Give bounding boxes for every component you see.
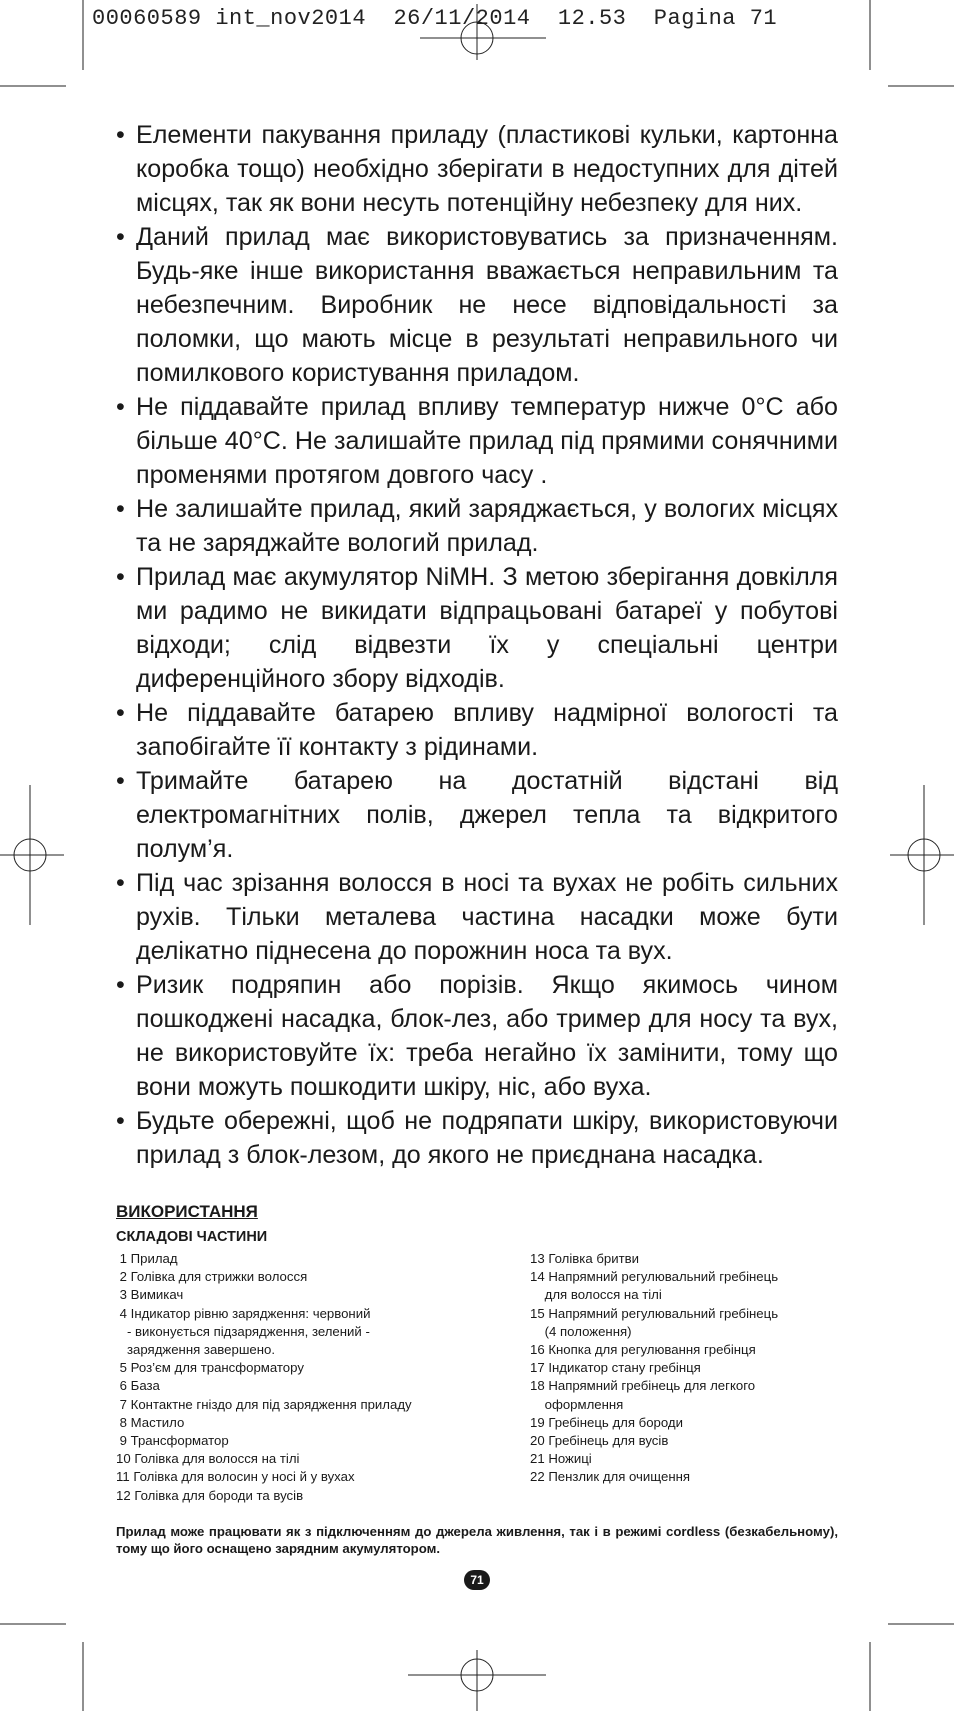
safety-item: • Даний прилад має використовуватись за призначенням. Будь-яке інше використання вважається неправильним та небезпечним. Виробник не несе відповідальності за поломки, що мають місце в результаті неправильного чи помилкового користування приладом.: [116, 220, 838, 390]
component-item: 22 Пензлик для очищення: [530, 1469, 691, 1485]
usage-section-title: ВИКОРИСТАННЯ: [116, 1202, 258, 1221]
component-item: 8 Мастило: [116, 1414, 185, 1430]
component-item: 18 Напрямний гребінець для легкого: [530, 1378, 756, 1394]
component-item: 6 База: [116, 1378, 160, 1394]
component-item: 21 Ножиці: [530, 1451, 592, 1467]
safety-item: • Тримайте батарею на достатній відстані від електромагнітних полів, джерел тепла та відкритого полум’я.: [116, 764, 838, 866]
component-item: 5 Роз’єм для трансформатору: [116, 1360, 304, 1376]
component-item: 19 Гребінець для бороди: [530, 1414, 683, 1430]
cordless-note: Прилад може працювати як з підключенням до джерела живлення, так і в режимі cordless (безкабельному), тому що його оснащено зарядним акумулятором.: [116, 1524, 838, 1556]
component-item: 17 Індикатор стану гребінця: [530, 1360, 701, 1376]
components-list-right: [530, 1250, 860, 1487]
component-item: 11 Голівка для волосин у носі й у вухах: [116, 1469, 355, 1485]
components-subtitle: СКЛАДОВІ ЧАСТИНИ: [116, 1229, 268, 1245]
component-item: 13 Голівка бритви: [530, 1251, 639, 1266]
component-item: 10 Голівка для волосся на тілі: [116, 1451, 300, 1467]
page-number-badge: 71: [464, 1570, 490, 1590]
safety-instructions-list: [116, 118, 838, 1172]
component-item: 4 Індикатор рівню зарядження: червоний: [116, 1305, 371, 1321]
safety-item: • Не піддавайте батарею впливу надмірної вологості та запобігайте її контакту з рідинами.: [116, 696, 838, 764]
safety-item: • Не залишайте прилад, який заряджається, у вологих місцях та не заряджайте вологий прилад.: [116, 492, 838, 560]
component-item: 3 Вимикач: [116, 1287, 184, 1303]
component-item: для волосся на тілі: [530, 1287, 662, 1303]
component-item: 20 Гребінець для вусів: [530, 1433, 669, 1449]
safety-item: • Ризик подряпин або порізів. Якщо якимось чином пошкоджені насадка, блок-лез, або тример для носу та вух, не використовуйте їх: треба негайно їх замінити, тому що вони можуть пошкодити шкіру, ніс, або вуха.: [116, 968, 838, 1104]
component-item: 15 Напрямний регулювальний гребінець: [530, 1305, 779, 1321]
safety-item: • Під час зрізання волосся в носі та вухах не робіть сильних рухів. Тільки металева частина насадки може бути делікатно піднесена до порожнин носа та вух.: [116, 866, 838, 968]
components-list-left: [116, 1250, 516, 1505]
print-slug-line: 00060589 int_nov2014 26/11/2014 12.53 Pagina 71: [92, 6, 778, 31]
component-item: (4 положення): [530, 1323, 632, 1339]
component-item: - виконується підзарядження, зелений -: [116, 1323, 370, 1339]
component-item: 16 Кнопка для регулювання гребінця: [530, 1342, 756, 1358]
component-item: 12 Голівка для бороди та вусів: [116, 1487, 304, 1503]
component-item: 14 Напрямний регулювальний гребінець: [530, 1269, 779, 1285]
safety-item: • Прилад має акумулятор NiMH. З метою зберігання довкілля ми радимо не викидати відпрацьовані батареї у побутові відходи; слід відвезти їх у спеціальні центри диференційного збору відходів.: [116, 560, 838, 696]
safety-item: • Не піддавайте прилад впливу температур нижче 0°C або більше 40°C. Не залишайте прилад під прямими сонячними променями протягом довгого часу .: [116, 390, 838, 492]
component-item: оформлення: [530, 1396, 624, 1412]
component-item: 9 Трансформатор: [116, 1433, 229, 1449]
safety-item: • Елементи пакування приладу (пластикові кульки, картонна коробка тощо) необхідно зберігати в недоступних для дітей місцях, так як вони несуть потенційну небезпеку для них.: [116, 118, 838, 220]
component-item: зарядження завершено.: [116, 1342, 276, 1358]
safety-item: • Будьте обережні, щоб не подряпати шкіру, використовуючи прилад з блок-лезом, до якого не приєднана насадка.: [116, 1104, 838, 1172]
component-item: 2 Голівка для стрижки волосся: [116, 1269, 308, 1285]
component-item: 1 Прилад: [116, 1251, 178, 1266]
component-item: 7 Контактне гніздо для під зарядження приладу: [116, 1396, 412, 1412]
